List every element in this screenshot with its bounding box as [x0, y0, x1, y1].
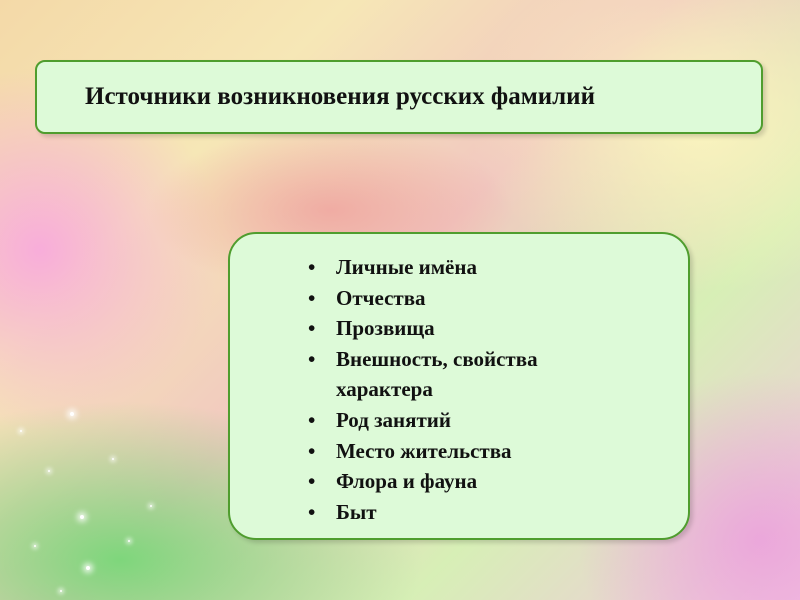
list-item: • Прозвища: [308, 313, 636, 344]
list-item: • Быт: [308, 497, 636, 528]
sources-list: [308, 252, 668, 527]
title-box: [35, 60, 763, 134]
list-item: • Внешность, свойства характера: [308, 344, 636, 405]
list-item: • Род занятий: [308, 405, 636, 436]
list-item: • Место жительства: [308, 436, 636, 467]
sparkle-decoration: [128, 540, 130, 542]
list-item: • Отчества: [308, 283, 636, 314]
sparkle-decoration: [150, 505, 152, 507]
list-item: • Личные имёна: [308, 252, 636, 283]
sparkle-decoration: [80, 515, 84, 519]
sparkle-decoration: [60, 590, 62, 592]
sparkle-decoration: [20, 430, 22, 432]
sparkle-decoration: [112, 458, 114, 460]
list-item: • Флора и фауна: [308, 466, 636, 497]
sparkle-decoration: [70, 412, 74, 416]
sparkle-decoration: [86, 566, 90, 570]
slide-title: Источники возникновения русских фамилий: [85, 83, 595, 110]
sources-box: [228, 232, 690, 540]
sparkle-decoration: [34, 545, 36, 547]
sparkle-decoration: [48, 470, 50, 472]
